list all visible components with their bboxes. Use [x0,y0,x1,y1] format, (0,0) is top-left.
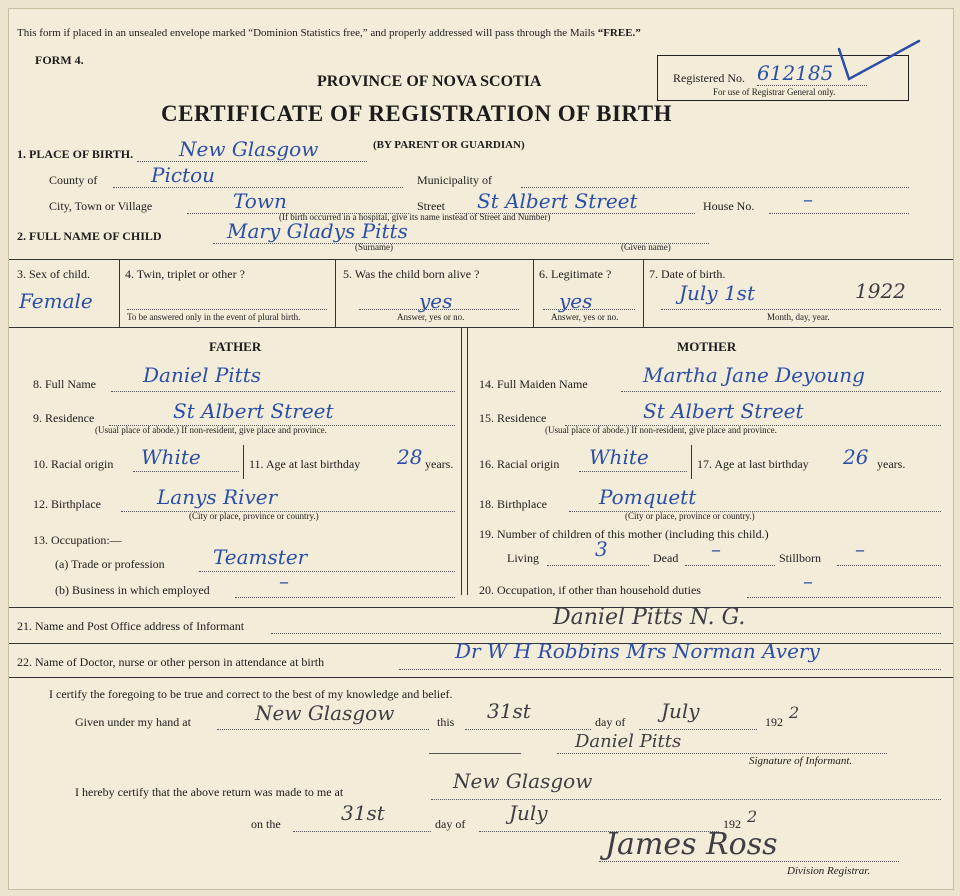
certify-statement: I certify the foregoing to be true and correct to the best of my knowledge and belief. [49,687,453,701]
twin-label: 4. Twin, triplet or other ? [125,267,245,281]
by-parent-note: (BY PARENT OR GUARDIAN) [373,139,525,151]
father-residence-label: 9. Residence [33,411,95,425]
surname-note: (Surname) [355,242,393,252]
division-registrar-label: Division Registrar. [787,865,871,877]
birth-certificate [8,8,954,890]
mother-age-value: 26 [843,445,869,469]
mother-name-label: 14. Full Maiden Name [479,377,588,391]
mother-heading: MOTHER [677,339,737,354]
father-heading: FATHER [209,339,262,354]
father-age-value: 28 [397,445,423,469]
informant-label: 21. Name and Post Office address of Informant [17,619,245,633]
legitimate-label: 6. Legitimate ? [539,267,612,281]
county-label: County of [49,173,98,187]
living-value: 3 [595,537,608,561]
city-label: City, Town or Village [49,199,153,213]
mother-birthplace-label: 18. Birthplace [479,497,547,511]
registrar-signature: James Ross [605,827,778,862]
house-value: – [803,187,813,211]
mother-birthplace-note: (City or place, province or country.) [625,511,755,521]
father-trade-label: (a) Trade or profession [55,557,165,571]
legitimate-value: yes [559,289,593,313]
given-name-note: (Given name) [621,242,671,252]
child-name-label: 2. FULL NAME OF CHILD [17,229,162,243]
municipality-label: Municipality of [417,173,492,187]
hospital-note: (If birth occurred in a hospital, give its name instead of Street and Number) [279,212,551,222]
made-month-value: July [509,801,548,825]
father-years-label: years. [425,457,454,471]
date-of-birth-value: July 1st [679,281,755,305]
date-note: Month, day, year. [767,312,830,322]
mother-racial-value: White [589,445,649,469]
mother-birthplace-value: Pomquett [599,485,697,509]
made-year-prefix: 192 [723,817,741,831]
father-name-label: 8. Full Name [33,377,96,391]
mother-racial-label: 16. Racial origin [479,457,560,471]
envelope-note: This form if placed in an unsealed envelope marked “Dominion Statistics free,” and properly addressed will pass through the Mails “FREE.” [17,27,641,39]
date-of-birth-label: 7. Date of birth. [649,267,726,281]
mother-years-label: years. [877,457,906,471]
house-label: House No. [703,199,755,213]
stillborn-value: – [855,537,865,561]
father-name-value: Daniel Pitts [143,363,262,387]
father-residence-note: (Usual place of abode.) If non-resident, give place and province. [95,425,327,435]
given-place-value: New Glasgow [255,701,395,725]
place-of-birth-label: 1. PLACE OF BIRTH. [17,147,134,161]
mother-name-value: Martha Jane Deyoung [643,363,865,387]
doctor-value: Dr W H Robbins Mrs Norman Avery [455,639,820,663]
mother-occupation-label: 20. Occupation, if other than household duties [479,583,701,597]
date-of-birth-year: 1922 [855,279,906,303]
living-label: Living [507,551,539,565]
form-number: FORM 4. [35,53,84,67]
made-year-suffix: 2 [747,807,758,826]
given-under-hand-label: Given under my hand at [75,715,191,729]
given-year-suffix: 2 [789,703,800,722]
father-birthplace-label: 12. Birthplace [33,497,101,511]
county-value: Pictou [151,163,216,187]
father-trade-value: Teamster [213,545,308,569]
mother-children-label: 19. Number of children of this mother (including this child.) [479,527,769,541]
father-occupation-label: 13. Occupation:— [33,533,122,547]
sex-value: Female [19,289,93,313]
mother-residence-value: St Albert Street [643,399,804,423]
page-title: CERTIFICATE OF REGISTRATION OF BIRTH [161,101,672,126]
made-day-value: 31st [341,801,385,825]
father-business-label: (b) Business in which employed [55,583,210,597]
mother-occupation-value: – [803,569,813,593]
alive-note: Answer, yes or no. [397,312,465,322]
stillborn-label: Stillborn [779,551,822,565]
father-racial-value: White [141,445,201,469]
twin-note: To be answered only in the event of plural birth. [127,312,301,322]
street-label: Street [417,199,445,213]
day-of-label-2: day of [435,817,466,831]
father-birthplace-note: (City or place, province or country.) [189,511,319,521]
registered-number: 612185 [757,61,834,85]
alive-label: 5. Was the child born alive ? [343,267,480,281]
hereby-certify-statement: I hereby certify that the above return was made to me at [75,785,344,799]
registrar-use-note: For use of Registrar General only. [713,87,836,97]
on-the-label: on the [251,817,281,831]
father-racial-label: 10. Racial origin [33,457,114,471]
given-month-value: July [661,699,700,723]
father-residence-value: St Albert Street [173,399,334,423]
signature-of-informant-label: Signature of Informant. [749,755,853,767]
city-value: Town [233,189,287,213]
this-label: this [437,715,455,729]
doctor-label: 22. Name of Doctor, nurse or other person in attendance at birth [17,655,325,669]
sex-label: 3. Sex of child. [17,267,90,281]
father-age-label: 11. Age at last birthday [249,457,361,471]
dead-label: Dead [653,551,679,565]
province-title: PROVINCE OF NOVA SCOTIA [317,73,542,90]
mother-residence-label: 15. Residence [479,411,547,425]
made-place-value: New Glasgow [453,769,593,793]
informant-value: Daniel Pitts N. G. [553,605,746,630]
father-birthplace-value: Lanys River [157,485,278,509]
father-business-value: – [279,569,289,593]
informant-signature: Daniel Pitts [575,731,682,752]
alive-value: yes [419,289,453,313]
check-mark-icon [835,35,925,105]
registered-label: Registered No. [673,71,745,85]
place-of-birth-value: New Glasgow [179,137,319,161]
mother-age-label: 17. Age at last birthday [697,457,809,471]
given-day-value: 31st [487,699,531,723]
child-name-value: Mary Gladys Pitts [227,219,408,243]
legitimate-note: Answer, yes or no. [551,312,619,322]
given-year-prefix: 192 [765,715,783,729]
day-of-label: day of [595,715,626,729]
mother-residence-note: (Usual place of abode.) If non-resident, give place and province. [545,425,777,435]
dead-value: – [711,537,721,561]
street-value: St Albert Street [477,189,638,213]
